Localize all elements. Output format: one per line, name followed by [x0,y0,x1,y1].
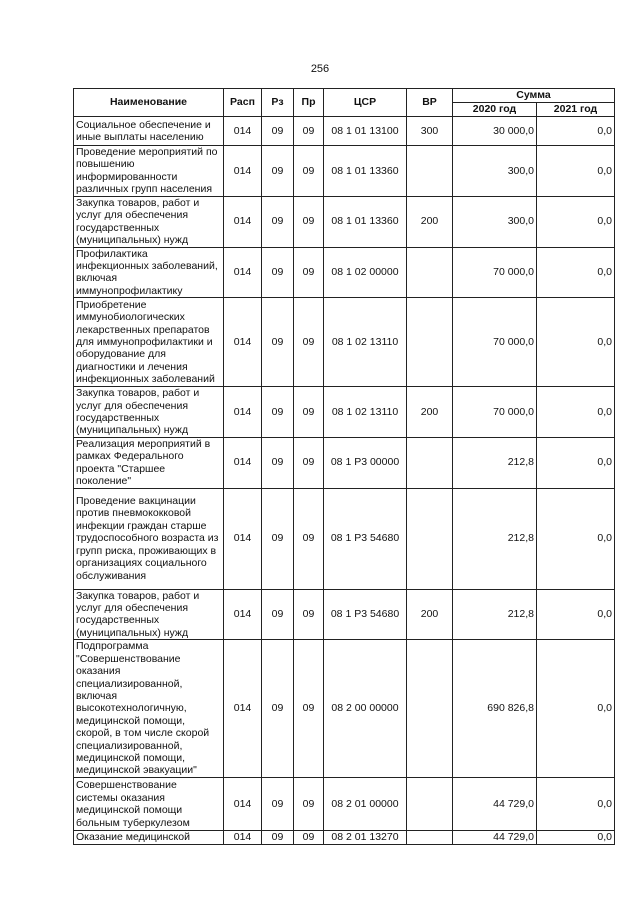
table-row [74,146,615,197]
row-name: Приобретение иммунобиологических лекарственных препаратов для иммунопрофилактики и оборудование для диагностики и лечения инфекционных заболеваний [74,298,224,387]
header-vr: ВР [407,89,453,117]
row-sum-2021: 0,0 [537,640,615,778]
table-row [74,488,615,589]
row-vr [407,437,453,488]
row-sum-2021: 0,0 [537,298,615,387]
row-sum-2020: 212,8 [453,589,537,640]
row-vr [407,831,453,845]
row-rasp: 014 [224,387,262,438]
row-rz: 09 [262,117,294,146]
row-sum-2020: 70 000,0 [453,387,537,438]
row-name: Профилактика инфекционных заболеваний, включая иммунопрофилактику [74,247,224,298]
header-year-2020: 2020 год [453,103,537,117]
row-sum-2020: 70 000,0 [453,298,537,387]
row-rasp: 014 [224,831,262,845]
budget-table [73,88,615,845]
row-pr: 09 [294,437,324,488]
header-pr: Пр [294,89,324,117]
row-rz: 09 [262,146,294,197]
row-sum-2020: 44 729,0 [453,778,537,831]
row-pr: 09 [294,196,324,247]
row-pr: 09 [294,640,324,778]
row-name: Закупка товаров, работ и услуг для обеспечения государственных (муниципальных) нужд [74,387,224,438]
row-csr: 08 2 01 13270 [324,831,407,845]
row-csr: 08 1 P3 54680 [324,589,407,640]
row-rasp: 014 [224,488,262,589]
row-sum-2021: 0,0 [537,488,615,589]
header-rasp: Расп [224,89,262,117]
table-row [74,117,615,146]
row-csr: 08 2 00 00000 [324,640,407,778]
header-rz: Рз [262,89,294,117]
row-pr: 09 [294,387,324,438]
row-vr [407,488,453,589]
row-pr: 09 [294,298,324,387]
row-vr: 300 [407,117,453,146]
row-sum-2021: 0,0 [537,831,615,845]
row-rz: 09 [262,437,294,488]
row-vr [407,247,453,298]
row-sum-2020: 44 729,0 [453,831,537,845]
row-rz: 09 [262,778,294,831]
row-pr: 09 [294,831,324,845]
table-row [74,196,615,247]
row-rz: 09 [262,488,294,589]
row-rz: 09 [262,640,294,778]
row-csr: 08 1 01 13360 [324,146,407,197]
row-rasp: 014 [224,196,262,247]
row-rz: 09 [262,387,294,438]
table-row [74,247,615,298]
row-rasp: 014 [224,298,262,387]
row-vr [407,298,453,387]
row-name: Подпрограмма "Совершенствование оказания специализированной, включая высокотехнологичную, медицинской помощи, скорой, в том числе скорой специализированной, медицинской помощи, медицинской эвакуации" [74,640,224,778]
table-row [74,589,615,640]
row-name: Реализация мероприятий в рамках Федерального проекта "Старшее поколение" [74,437,224,488]
row-pr: 09 [294,589,324,640]
row-sum-2020: 212,8 [453,488,537,589]
table-row [74,387,615,438]
row-vr: 200 [407,387,453,438]
row-sum-2021: 0,0 [537,117,615,146]
row-sum-2021: 0,0 [537,437,615,488]
table-row [74,831,615,845]
row-rasp: 014 [224,640,262,778]
header-csr: ЦСР [324,89,407,117]
table-body [74,117,615,845]
row-vr [407,778,453,831]
table-row [74,298,615,387]
row-sum-2021: 0,0 [537,247,615,298]
row-pr: 09 [294,778,324,831]
row-sum-2020: 690 826,8 [453,640,537,778]
row-sum-2021: 0,0 [537,387,615,438]
row-rz: 09 [262,589,294,640]
row-sum-2021: 0,0 [537,146,615,197]
header-name: Наименование [74,89,224,117]
row-rz: 09 [262,247,294,298]
row-sum-2020: 300,0 [453,196,537,247]
row-name: Закупка товаров, работ и услуг для обеспечения государственных (муниципальных) нужд [74,589,224,640]
row-vr: 200 [407,196,453,247]
row-pr: 09 [294,247,324,298]
row-rasp: 014 [224,589,262,640]
row-csr: 08 1 02 13110 [324,298,407,387]
table-row [74,640,615,778]
row-sum-2021: 0,0 [537,778,615,831]
table-row [74,437,615,488]
row-sum-2020: 30 000,0 [453,117,537,146]
row-csr: 08 1 02 00000 [324,247,407,298]
page-number: 256 [310,63,330,75]
row-name: Социальное обеспечение и иные выплаты населению [74,117,224,146]
row-rasp: 014 [224,146,262,197]
row-name: Проведение вакцинации против пневмококковой инфекции граждан старше трудоспособного возраста из групп риска, проживающих в организациях социального обслуживания [74,488,224,589]
row-sum-2021: 0,0 [537,589,615,640]
row-pr: 09 [294,146,324,197]
row-pr: 09 [294,117,324,146]
row-name: Закупка товаров, работ и услуг для обеспечения государственных (муниципальных) нужд [74,196,224,247]
row-vr [407,640,453,778]
row-sum-2020: 212,8 [453,437,537,488]
row-vr: 200 [407,589,453,640]
row-rasp: 014 [224,778,262,831]
row-rz: 09 [262,298,294,387]
row-rasp: 014 [224,117,262,146]
row-csr: 08 1 P3 54680 [324,488,407,589]
row-sum-2020: 300,0 [453,146,537,197]
row-sum-2021: 0,0 [537,196,615,247]
row-csr: 08 1 P3 00000 [324,437,407,488]
row-sum-2020: 70 000,0 [453,247,537,298]
row-vr [407,146,453,197]
row-csr: 08 1 02 13110 [324,387,407,438]
row-name: Проведение мероприятий по повышению информированности различных групп населения [74,146,224,197]
row-rz: 09 [262,831,294,845]
table-row [74,778,615,831]
row-pr: 09 [294,488,324,589]
row-csr: 08 2 01 00000 [324,778,407,831]
row-csr: 08 1 01 13360 [324,196,407,247]
row-rasp: 014 [224,247,262,298]
row-csr: 08 1 01 13100 [324,117,407,146]
row-rz: 09 [262,196,294,247]
row-name: Совершенствование системы оказания медицинской помощи больным туберкулезом [74,778,224,831]
header-year-2021: 2021 год [537,103,615,117]
header-sum: Сумма [453,89,615,103]
row-rasp: 014 [224,437,262,488]
row-name: Оказание медицинской [74,831,224,845]
